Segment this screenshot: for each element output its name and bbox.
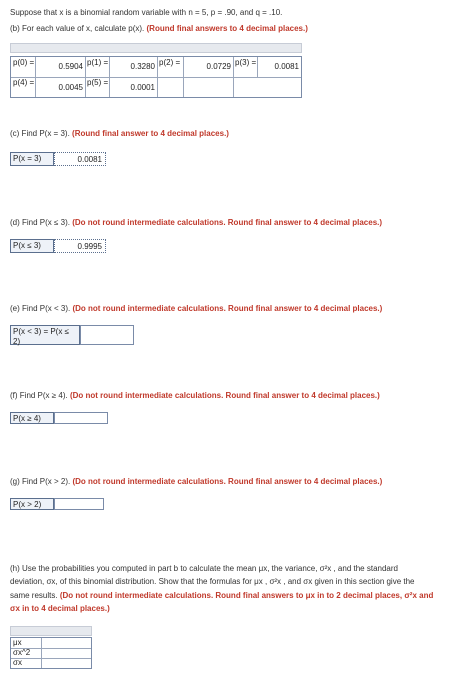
part-b-table-header (10, 43, 302, 53)
row-divider (11, 77, 301, 78)
part-b-prompt-text: (b) For each value of x, calculate p(x). (10, 24, 145, 33)
row-divider (11, 658, 91, 659)
intro-text: Suppose that x is a binomial random variable with n = 5, p = .90, and q = .10. (10, 8, 283, 17)
col-divider (109, 57, 110, 97)
part-h-line4: σx in to 4 decimal places.) (10, 604, 110, 613)
part-d-note: (Do not round intermediate calculations. Round final answer to 4 decimal places.) (72, 218, 383, 227)
part-c-note: (Round final answer to 4 decimal places.) (72, 129, 229, 138)
p3-label: p(3) = (235, 58, 257, 67)
part-g-input[interactable] (54, 498, 104, 510)
part-f-prompt-text: (f) Find P(x ≥ 4). (10, 391, 68, 400)
part-b-table (10, 56, 302, 98)
part-d-prompt (10, 217, 382, 228)
p2-input[interactable]: 0.0729 (206, 62, 231, 71)
p4-input[interactable]: 0.0045 (58, 83, 83, 92)
part-e-prompt (10, 303, 382, 314)
part-d-label: P(x ≤ 3) (10, 239, 54, 253)
col-divider (85, 57, 86, 97)
col-divider (41, 638, 42, 668)
col-divider (257, 57, 258, 77)
part-e-label: P(x < 3) = P(x ≤ 2) (10, 325, 80, 345)
col-divider (157, 57, 158, 97)
sd-label: σx (13, 658, 22, 667)
part-h-line1: (h) Use the probabilities you computed in part b to calculate the mean μx, the variance, σ²x , and the standard (10, 564, 398, 573)
part-f-prompt (10, 390, 380, 401)
part-c-prompt (10, 128, 229, 139)
part-f-note: (Do not round intermediate calculations. Round final answer to 4 decimal places.) (69, 391, 380, 400)
col-divider (233, 57, 234, 97)
col-divider (183, 57, 184, 97)
variance-label: σx^2 (13, 648, 31, 657)
p0-input[interactable]: 0.5904 (58, 62, 83, 71)
part-g-label: P(x > 2) (10, 498, 54, 510)
p0-label: p(0) = (13, 58, 35, 67)
mu-label: μx (13, 638, 22, 647)
p4-label: p(4) = (13, 78, 35, 87)
part-d-prompt-text: (d) Find P(x ≤ 3). (10, 218, 70, 227)
part-h-line2: deviation, σx, of this binomial distribution. Show that the formulas for μx , σ²x , and σx given in this section give the (10, 577, 415, 586)
part-f-label: P(x ≥ 4) (10, 412, 54, 424)
p3-input[interactable]: 0.0081 (274, 62, 299, 71)
p1-label: p(1) = (87, 58, 109, 67)
part-e-prompt-text: (e) Find P(x < 3). (10, 304, 71, 313)
col-divider (35, 57, 36, 97)
part-b-note: (Round final answers to 4 decimal places.) (146, 24, 308, 33)
p5-label: p(5) = (87, 78, 109, 87)
part-c-input[interactable]: 0.0081 (54, 152, 106, 166)
p2-label: p(2) = (159, 58, 181, 67)
part-h-line3-text: same results. (10, 591, 58, 600)
p1-input[interactable]: 0.3280 (130, 62, 155, 71)
part-c-prompt-text: (c) Find P(x = 3). (10, 129, 70, 138)
part-h-table-header (10, 626, 92, 636)
part-g-note: (Do not round intermediate calculations. Round final answer to 4 decimal places.) (72, 477, 383, 486)
part-d-input[interactable]: 0.9995 (54, 239, 106, 253)
part-e-input[interactable] (80, 325, 134, 345)
part-g-prompt-text: (g) Find P(x > 2). (10, 477, 71, 486)
part-g-prompt (10, 476, 382, 487)
part-b-prompt (10, 23, 308, 34)
part-h-note: (Do not round intermediate calculations. Round final answers to μx in to 2 decimal places, σ²x and (59, 591, 434, 600)
part-f-input[interactable] (54, 412, 108, 424)
p5-input[interactable]: 0.0001 (130, 83, 155, 92)
part-e-note: (Do not round intermediate calculations. Round final answer to 4 decimal places.) (72, 304, 383, 313)
part-h-line3 (10, 590, 433, 601)
part-h-table (10, 637, 92, 669)
part-c-label: P(x = 3) (10, 152, 54, 166)
